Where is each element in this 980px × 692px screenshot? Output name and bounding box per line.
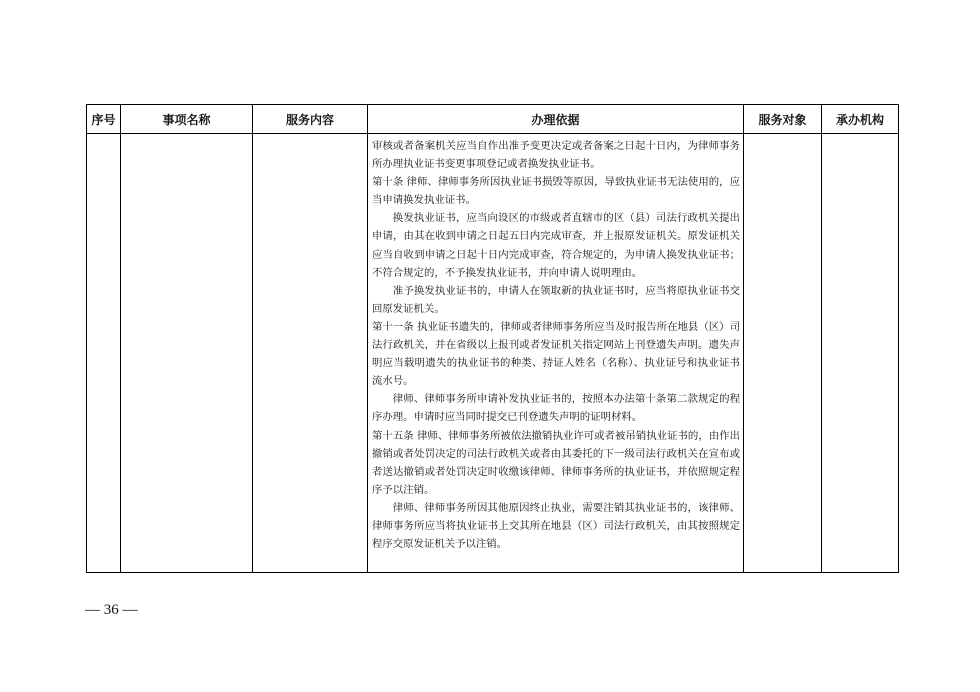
header-service-content: 服务内容	[253, 105, 368, 134]
service-table	[86, 104, 899, 573]
cell-agency	[822, 134, 899, 573]
page-number: — 36 —	[85, 602, 138, 618]
basis-paragraph: 第十条 律师、律师事务所因执业证书损毁等原因，导致执业证书无法使用的，应当申请换发执业证书。	[372, 176, 740, 207]
header-item-name: 事项名称	[121, 105, 253, 134]
table-header-row	[87, 105, 899, 134]
table-row	[87, 134, 899, 573]
header-target: 服务对象	[744, 105, 822, 134]
basis-text	[368, 134, 743, 553]
cell-seq	[87, 134, 121, 573]
basis-paragraph: 第十五条 律师、律师事务所被依法撤销执业许可或者被吊销执业证书的，由作出撤销或者处罚决定的司法行政机关或者由其委托的下一级司法行政机关在宣布或者送达撤销或者处罚决定时收缴该律师、律师事务所的执业证书，并依照规定程序予以注销。	[372, 429, 740, 496]
basis-paragraph: 准予换发执业证书的，申请人在领取新的执业证书时，应当将原执业证书交回原发证机关。	[372, 284, 740, 315]
cell-service-content	[253, 134, 368, 573]
cell-target	[744, 134, 822, 573]
header-seq: 序号	[87, 105, 121, 134]
cell-basis	[368, 134, 744, 573]
header-agency: 承办机构	[822, 105, 899, 134]
header-basis: 办理依据	[368, 105, 744, 134]
basis-paragraph: 律师、律师事务所申请补发执业证书的，按照本办法第十条第二款规定的程序办理。申请时应当同时提交已刊登遗失声明的证明材料。	[372, 393, 740, 424]
basis-paragraph: 律师、律师事务所因其他原因终止执业，需要注销其执业证书的，该律师、律师事务所应当将执业证书上交其所在地县（区）司法行政机关，由其按照规定程序交原发证机关予以注销。	[372, 501, 740, 551]
basis-paragraph: 第十一条 执业证书遗失的，律师或者律师事务所应当及时报告所在地县（区）司法行政机关，并在省级以上报刊或者发证机关指定网站上刊登遗失声明。遗失声明应当载明遗失的执业证书的种类、持证人姓名（名称）、执业证号和执业证书流水号。	[372, 320, 740, 388]
basis-paragraph: 审核或者备案机关应当自作出准予变更决定或者备案之日起十日内，为律师事务所办理执业证书变更事项登记或者换发执业证书。	[372, 140, 740, 171]
basis-paragraph: 换发执业证书，应当向设区的市级或者直辖市的区（县）司法行政机关提出申请，由其在收到申请之日起五日内完成审查，并上报原发证机关。原发证机关应当自收到申请之日起十日内完成审查，符合规定的，为申请人换发执业证书；不符合规定的，不予换发执业证书，并向申请人说明理由。	[372, 212, 740, 279]
cell-item-name	[121, 134, 253, 573]
